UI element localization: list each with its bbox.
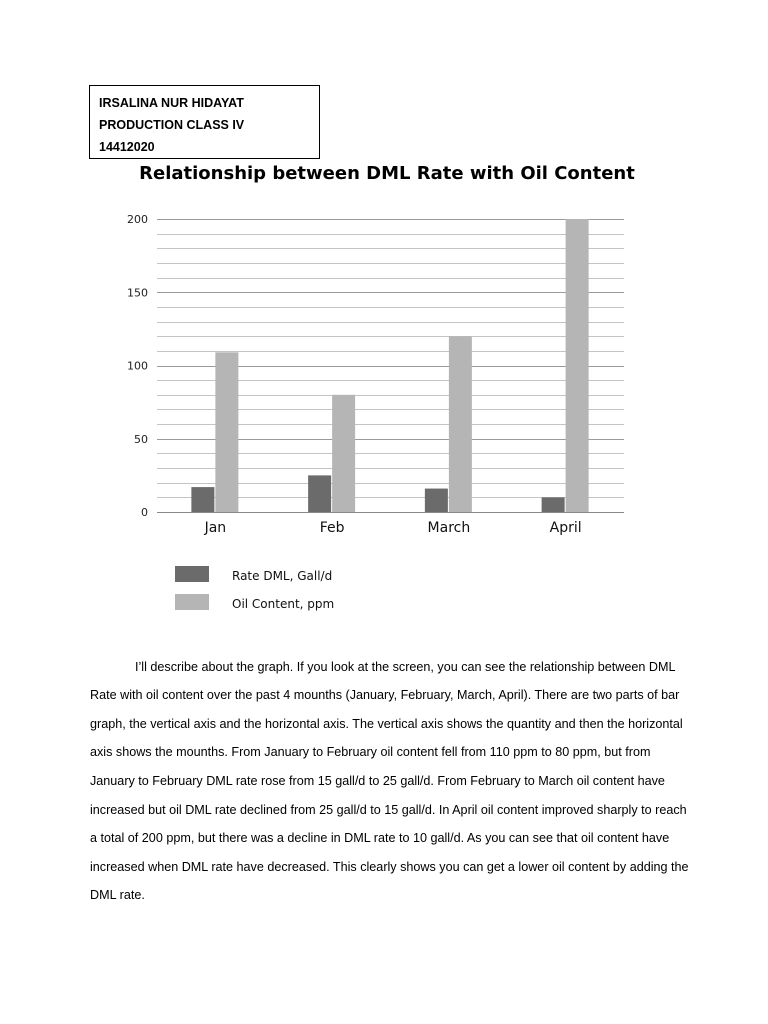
y-tick-label: 100 <box>127 359 148 373</box>
legend-label: Rate DML, Gall/d <box>232 569 333 583</box>
bar-rate-dml <box>308 475 331 512</box>
bar-oil-content <box>332 395 355 512</box>
bar-rate-dml <box>425 489 448 512</box>
y-tick-label: 50 <box>134 432 148 446</box>
y-tick-label: 150 <box>127 286 148 300</box>
student-id: 14412020 <box>99 140 155 154</box>
bar-rate-dml <box>191 487 214 512</box>
bar-oil-content <box>566 219 589 512</box>
y-tick-label: 0 <box>141 506 148 519</box>
bar-oil-content <box>449 336 472 512</box>
body-paragraph: I’ll describe about the graph. If you look at the screen, you can see the relationship between DML Rate with oil content over the past 4 mounths (January, February, March, April). There are two parts of bar graph, the vertical axis and the horizontal axis. The vertical axis shows the quantity and then the horizontal axis shows the mounths. From January to February oil content fell from 110 ppm to 80 ppm, but from January to February DML rate rose from 15 gall/d to 25 gall/d. From February to March oil content have increased but oil DML rate declined from 25 gall/d to 15 gall/d. In April oil content improved sharply to reach a total of 200 ppm, but there was a decline in DML rate to 10 gall/d. As you can see that oil content have increased when DML rate have decreased. This clearly shows you can get a lower oil content by adding the DML rate. <box>90 659 689 903</box>
legend-swatch <box>175 566 209 582</box>
student-name: IRSALINA NUR HIDAYAT <box>99 96 244 110</box>
x-tick-label: Feb <box>319 520 345 536</box>
student-class: PRODUCTION CLASS IV <box>99 118 245 132</box>
chart-title: Relationship between DML Rate with Oil Content <box>139 163 635 184</box>
bar-rate-dml <box>542 497 565 512</box>
legend-label: Oil Content, ppm <box>232 597 335 611</box>
x-tick-label: March <box>427 520 471 536</box>
x-tick-label: April <box>549 520 582 536</box>
bar-oil-content <box>215 352 238 512</box>
y-tick-label: 200 <box>127 213 148 226</box>
x-tick-label: Jan <box>204 520 227 536</box>
legend-swatch <box>175 594 209 610</box>
